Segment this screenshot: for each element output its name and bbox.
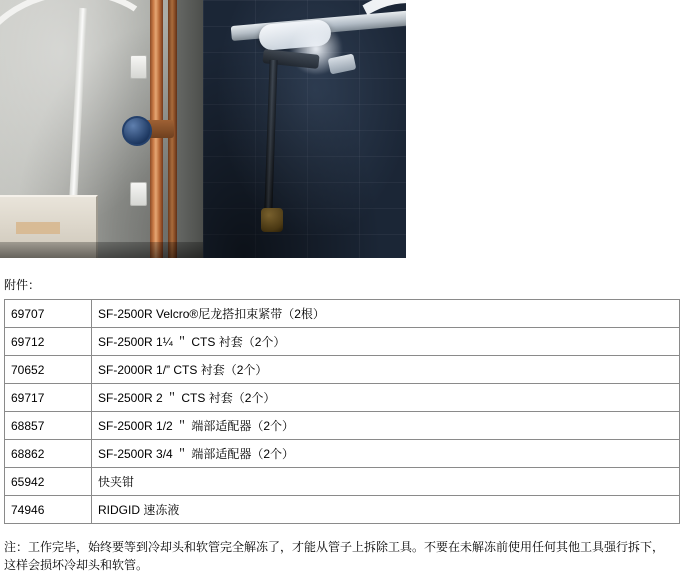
- hose-clamp-lower: [130, 182, 147, 206]
- part-code: 65942: [5, 468, 92, 496]
- accessories-heading: 附件：: [4, 278, 41, 292]
- table-row: [5, 356, 680, 384]
- part-description: RIDGID 速冻液: [92, 496, 680, 524]
- part-code: 68857: [5, 412, 92, 440]
- table-row: [5, 440, 680, 468]
- part-description: SF-2500R Velcro®尼龙搭扣束紧带（2根）: [92, 300, 680, 328]
- part-description: SF-2000R 1/” CTS 衬套（2个）: [92, 356, 680, 384]
- unit-label-plate: [16, 222, 60, 234]
- photo-black-pipe-setup: [203, 0, 406, 258]
- table-row: [5, 468, 680, 496]
- accessories-table-body: [5, 300, 680, 524]
- part-code: 69717: [5, 384, 92, 412]
- table-row: [5, 328, 680, 356]
- part-description: SF-2500R 1/2 ＂ 端部适配器（2个）: [92, 412, 680, 440]
- part-description: 快夹钳: [92, 468, 680, 496]
- part-description: SF-2500R 1¼ ＂ CTS 衬套（2个）: [92, 328, 680, 356]
- photo-band: [0, 0, 406, 258]
- part-code: 69712: [5, 328, 92, 356]
- table-row: [5, 412, 680, 440]
- part-code: 69707: [5, 300, 92, 328]
- hose-clamp-upper: [130, 55, 147, 79]
- photo-vignette: [203, 0, 406, 258]
- part-code: 70652: [5, 356, 92, 384]
- photo-copper-pipe-setup: [0, 0, 203, 258]
- table-row: [5, 300, 680, 328]
- table-row: [5, 384, 680, 412]
- part-code: 74946: [5, 496, 92, 524]
- part-description: SF-2500R 3/4 ＂ 端部适配器（2个）: [92, 440, 680, 468]
- floor-shadow: [0, 242, 203, 258]
- safety-note: 注：工作完毕，始终要等到冷却头和软管完全解冻了，才能从管子上拆除工具。不要在未解冻前使用任何其他工具强行拆下，这样会损坏冷却头和软管。: [4, 540, 665, 572]
- part-code: 68862: [5, 440, 92, 468]
- table-row: [5, 496, 680, 524]
- accessories-table: [4, 299, 680, 524]
- part-description: SF-2500R 2 ＂ CTS 衬套（2个）: [92, 384, 680, 412]
